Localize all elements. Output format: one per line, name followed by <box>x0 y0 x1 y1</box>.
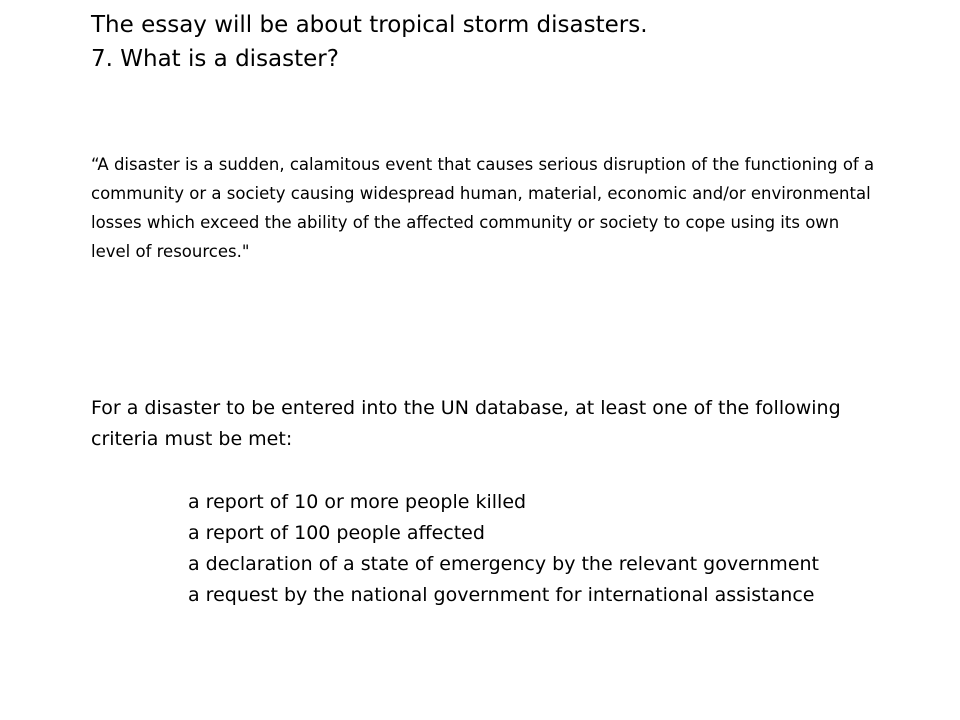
criteria-item: a report of 10 or more people killed <box>188 491 527 513</box>
heading-line-1: The essay will be about tropical storm disasters. <box>91 12 648 38</box>
heading-line-2: 7. What is a disaster? <box>91 46 339 72</box>
disaster-definition-quote: “A disaster is a sudden, calamitous event that causes serious disruption of the functioning of a community or a society causing widespread human, material, economic and/or environmental losses which exceed the ability of the affected community or society to cope using its own level of resources." <box>91 155 875 261</box>
criteria-item: a declaration of a state of emergency by the relevant government <box>188 553 819 575</box>
criteria-item: a request by the national government for international assistance <box>188 584 815 606</box>
slide-heading <box>91 8 931 76</box>
criteria-intro: For a disaster to be entered into the UN database, at least one of the following criteria must be met: <box>91 397 841 450</box>
criteria-list <box>188 487 828 611</box>
criteria-item: a report of 100 people affected <box>188 522 485 544</box>
